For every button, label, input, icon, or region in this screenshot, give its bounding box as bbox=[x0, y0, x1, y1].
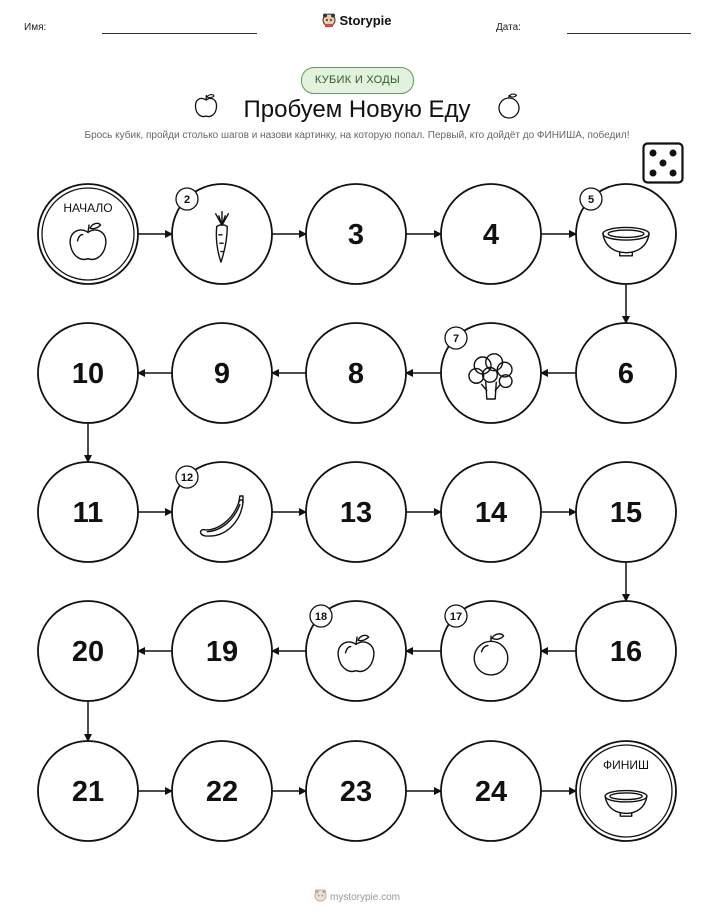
board-cell bbox=[306, 741, 406, 841]
board-cell bbox=[38, 741, 138, 841]
start-cell bbox=[38, 184, 138, 284]
board-cell bbox=[576, 184, 676, 284]
cell-number: 22 bbox=[205, 776, 239, 808]
board-cells bbox=[38, 184, 676, 841]
board-cell bbox=[306, 323, 406, 423]
activity-badge: КУБИК И ХОДЫ bbox=[301, 67, 414, 94]
cell-number: 10 bbox=[71, 358, 105, 390]
board-cell bbox=[172, 462, 272, 562]
cell-number: 4 bbox=[482, 219, 500, 251]
board-cell bbox=[441, 741, 541, 841]
step-badge-number: 17 bbox=[449, 611, 463, 623]
start-label: НАЧАЛО bbox=[63, 201, 113, 215]
cell-number: 6 bbox=[617, 358, 635, 390]
name-label: Имя: bbox=[24, 22, 47, 33]
mascot-icon bbox=[314, 889, 327, 906]
step-badge-number: 5 bbox=[587, 194, 595, 206]
board-cell bbox=[576, 601, 676, 701]
board-cell bbox=[441, 601, 541, 701]
board-cell bbox=[172, 601, 272, 701]
board-cell bbox=[306, 462, 406, 562]
instructions: Брось кубик, пройди столько шагов и назови картинку, на которую попал. Первый, кто дойдёт до ФИНИША, победил! bbox=[84, 130, 630, 141]
cell-number: 19 bbox=[205, 636, 239, 668]
cell-number: 11 bbox=[72, 497, 104, 529]
board-cell bbox=[441, 184, 541, 284]
page-title: Пробуем Новую Еду bbox=[243, 96, 471, 123]
finish-cell bbox=[576, 741, 676, 841]
finish-label: ФИНИШ bbox=[602, 758, 650, 772]
cell-number: 3 bbox=[347, 219, 365, 251]
step-badge-number: 12 bbox=[180, 472, 194, 484]
board-cell bbox=[172, 741, 272, 841]
cell-number: 23 bbox=[339, 776, 373, 808]
cell-number: 21 bbox=[71, 776, 105, 808]
cell-number: 16 bbox=[609, 636, 643, 668]
cell-number: 24 bbox=[474, 776, 508, 808]
board-cell bbox=[441, 323, 541, 423]
step-badge-number: 18 bbox=[314, 611, 328, 623]
step-badge-number: 2 bbox=[183, 194, 191, 206]
step-badge-number: 7 bbox=[452, 333, 460, 345]
date-label: Дата: bbox=[496, 22, 521, 33]
board-cell bbox=[441, 462, 541, 562]
board-cell bbox=[38, 462, 138, 562]
footer bbox=[0, 889, 714, 906]
board-cell bbox=[38, 323, 138, 423]
cell-number: 15 bbox=[609, 497, 643, 529]
board-cell bbox=[172, 184, 272, 284]
cell-number: 8 bbox=[347, 358, 365, 390]
cell-circle bbox=[38, 184, 138, 284]
cell-number: 14 bbox=[474, 497, 508, 529]
board-cell bbox=[576, 462, 676, 562]
board-cell bbox=[306, 184, 406, 284]
board-cell bbox=[306, 601, 406, 701]
board-cell bbox=[576, 323, 676, 423]
footer-url: mystorypie.com bbox=[329, 892, 400, 903]
brand-name: Storypie bbox=[339, 13, 392, 28]
cell-number: 20 bbox=[71, 636, 105, 668]
board-cell bbox=[38, 601, 138, 701]
board-cell bbox=[172, 323, 272, 423]
cell-number: 13 bbox=[339, 497, 373, 529]
cell-number: 9 bbox=[213, 358, 231, 390]
